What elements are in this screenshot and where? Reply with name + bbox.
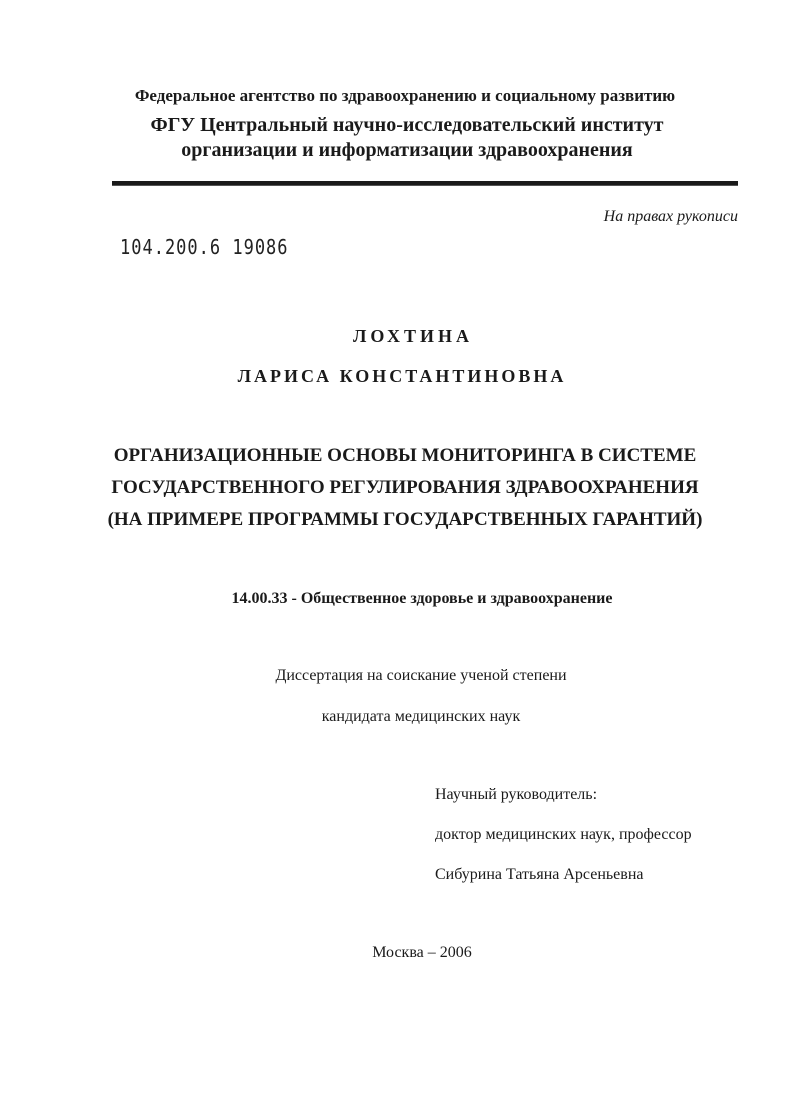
institute-name-line2: организации и информатизации здравоохранения <box>181 139 633 161</box>
specialty-code: 14.00.33 - Общественное здоровье и здравоохранение <box>231 590 613 607</box>
thesis-title-line1: ОРГАНИЗАЦИОННЫЕ ОСНОВЫ МОНИТОРИНГА В СИСТЕМЕ <box>113 445 697 466</box>
dissertation-degree-line1: Диссертация на соискание ученой степени <box>275 667 567 684</box>
author-name: ЛАРИСА КОНСТАНТИНОВНА <box>237 366 567 386</box>
header-divider <box>112 181 738 186</box>
institute-name-line1: ФГУ Центральный научно-исследовательский институт <box>150 114 664 136</box>
thesis-title-line3: (НА ПРИМЕРЕ ПРОГРАММЫ ГОСУДАРСТВЕННЫХ ГАРАНТИЙ) <box>107 509 703 530</box>
thesis-title-line2: ГОСУДАРСТВЕННОГО РЕГУЛИРОВАНИЯ ЗДРАВООХРАНЕНИЯ <box>111 477 699 498</box>
dissertation-degree-line2: кандидата медицинских наук <box>321 708 521 725</box>
agency-name: Федеральное агентство по здравоохранению и социальному развитию <box>134 86 676 105</box>
supervisor-name: Сибурина Татьяна Арсеньевна <box>435 866 644 883</box>
author-surname: ЛОХТИНА <box>352 326 473 346</box>
registration-stamp: 104.200.6 19086 <box>120 236 289 260</box>
supervisor-label: Научный руководитель: <box>435 786 598 803</box>
rights-note: На правах рукописи <box>603 208 738 225</box>
supervisor-degree: доктор медицинских наук, профессор <box>435 826 692 843</box>
city-year: Москва – 2006 <box>372 944 472 961</box>
